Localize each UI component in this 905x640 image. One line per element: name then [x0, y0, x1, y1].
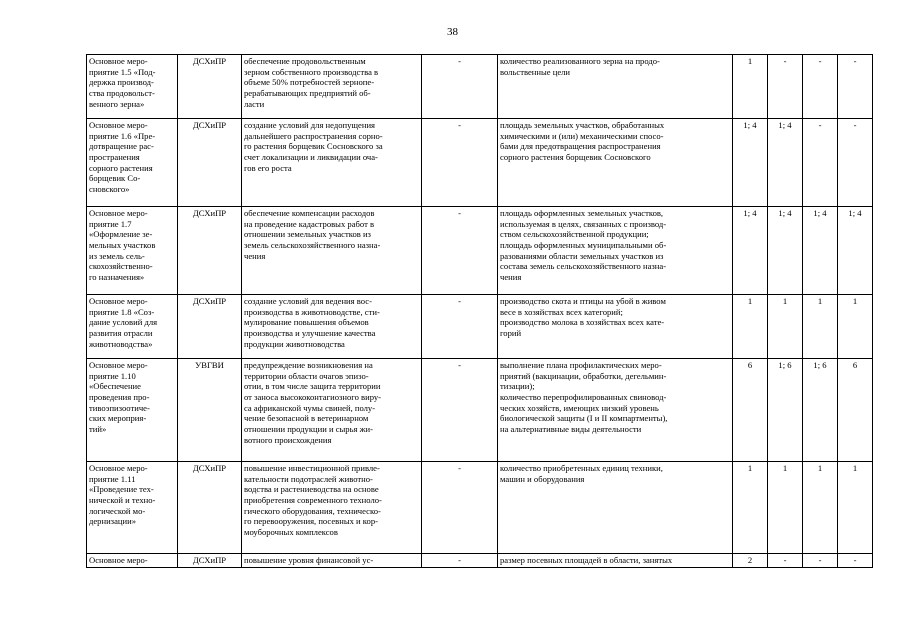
indicator-ref-4: - — [838, 119, 873, 207]
indicators: производство скота и птицы на убой в живом весе в хозяйствах всех категорий; производство молока в хозяйствах всех кате- горий — [498, 295, 733, 359]
indicator-ref-2: 1; 6 — [768, 359, 803, 462]
indicator-ref-1: 2 — [733, 554, 768, 568]
activity-name: Основное меро- приятие 1.10 «Обеспечение проведения про- тивоэпизоотиче- ских мероприя- тий» — [87, 359, 178, 462]
indicator-ref-2: 1 — [768, 295, 803, 359]
expected-result: обеспечение компенсации расходов на проведение кадастровых работ в отношении земельных участков из земель сельскохозяйственного назна- чения — [242, 207, 422, 295]
executor: ДСХиПР — [178, 462, 242, 554]
indicators: количество приобретенных единиц техники, машин и оборудования — [498, 462, 733, 554]
expected-result: создание условий для недопущения дальнейшего распространения сорно- го растения борщевик Сосновского за счет локализации и ликвидации оча- гов его роста — [242, 119, 422, 207]
indicator-ref-2: 1 — [768, 462, 803, 554]
indicators: площадь оформленных земельных участков, используемая в целях, связанных с производ- ством сельскохозяйственной продукции; площадь оформленных муниципальными об- разованиями области земельных участков из состава земель сельскохозяйственного назна- чения — [498, 207, 733, 295]
table-row — [87, 462, 873, 554]
expected-result: повышение инвестиционной привле- кательности подотраслей животно- водства и растениеводства на основе приобретения современного техноло- гического оборудования, техническо- го перевооружения, посевных и кор- моуборочных комплексов — [242, 462, 422, 554]
activity-name: Основное меро- — [87, 554, 178, 568]
indicator-ref-3: 1; 4 — [803, 207, 838, 295]
expected-result: предупреждение возникновения на территории области очагов эпизо- отии, в том числе защита территории от заноса высококонтагиозного виру- са африканской чумы свиней, полу- чение безопасной в ветеринарном отношении продукции и сырья жи- вотного происхождения — [242, 359, 422, 462]
table-row — [87, 295, 873, 359]
executor: УВГВИ — [178, 359, 242, 462]
funding-source: - — [422, 462, 498, 554]
activity-name: Основное меро- приятие 1.5 «Под- держка производ- ства продовольст- венного зерна» — [87, 55, 178, 119]
indicators: размер посевных площадей в области, занятых — [498, 554, 733, 568]
table-row — [87, 119, 873, 207]
indicator-ref-4: 1; 4 — [838, 207, 873, 295]
page-number: 38 — [447, 26, 458, 38]
table-row — [87, 55, 873, 119]
funding-source: - — [422, 359, 498, 462]
executor: ДСХиПР — [178, 554, 242, 568]
indicator-ref-3: - — [803, 55, 838, 119]
indicator-ref-1: 1 — [733, 295, 768, 359]
table-row — [87, 359, 873, 462]
program-activities-table — [86, 54, 873, 568]
indicator-ref-3: - — [803, 554, 838, 568]
indicator-ref-3: - — [803, 119, 838, 207]
indicator-ref-1: 1 — [733, 462, 768, 554]
indicator-ref-1: 1; 4 — [733, 207, 768, 295]
indicator-ref-1: 6 — [733, 359, 768, 462]
indicator-ref-4: 1 — [838, 295, 873, 359]
indicators: количество реализованного зерна на продо- вольственные цели — [498, 55, 733, 119]
executor: ДСХиПР — [178, 55, 242, 119]
activity-name: Основное меро- приятие 1.6 «Пре- дотвращение рас- пространения сорного растения борщевик Со- сновского» — [87, 119, 178, 207]
funding-source: - — [422, 295, 498, 359]
indicator-ref-4: 1 — [838, 462, 873, 554]
indicator-ref-1: 1; 4 — [733, 119, 768, 207]
funding-source: - — [422, 119, 498, 207]
table-row — [87, 554, 873, 568]
executor: ДСХиПР — [178, 207, 242, 295]
funding-source: - — [422, 554, 498, 568]
activity-name: Основное меро- приятие 1.7 «Оформление зе- мельных участков из земель сель- скохозяйственно- го назначения» — [87, 207, 178, 295]
indicator-ref-4: - — [838, 55, 873, 119]
activity-name: Основное меро- приятие 1.11 «Проведение тех- нической и техно- логической мо- дернизации» — [87, 462, 178, 554]
activity-name: Основное меро- приятие 1.8 «Соз- дание условий для развития отрасли животноводства» — [87, 295, 178, 359]
indicator-ref-2: - — [768, 55, 803, 119]
indicator-ref-3: 1 — [803, 295, 838, 359]
funding-source: - — [422, 207, 498, 295]
indicator-ref-3: 1; 6 — [803, 359, 838, 462]
indicator-ref-4: 6 — [838, 359, 873, 462]
expected-result: обеспечение продовольственным зерном собственного производства в объеме 50% потребностей зернопе- рерабатывающих предприятий об- ласти — [242, 55, 422, 119]
indicator-ref-2: 1; 4 — [768, 119, 803, 207]
indicator-ref-2: 1; 4 — [768, 207, 803, 295]
executor: ДСХиПР — [178, 119, 242, 207]
table-row — [87, 207, 873, 295]
indicator-ref-4: - — [838, 554, 873, 568]
funding-source: - — [422, 55, 498, 119]
indicator-ref-1: 1 — [733, 55, 768, 119]
indicators: выполнение плана профилактических меро- приятий (вакцинации, обработки, дегельмин- тизации); количество перепрофилированных свиновод- ческих хозяйств, имеющих низкий уровень биологической защиты (I и II компартменты), на альтернативные виды деятельности — [498, 359, 733, 462]
expected-result: создание условий для ведения вос- производства в животноводстве, сти- мулирование повышения объемов производства и улучшение качества продукции животноводства — [242, 295, 422, 359]
indicators: площадь земельных участков, обработанных химическими и (или) механическими спосо- бами для предотвращения распространения сорного растения борщевик Сосновского — [498, 119, 733, 207]
indicator-ref-3: 1 — [803, 462, 838, 554]
indicator-ref-2: - — [768, 554, 803, 568]
executor: ДСХиПР — [178, 295, 242, 359]
expected-result: повышение уровня финансовой ус- — [242, 554, 422, 568]
